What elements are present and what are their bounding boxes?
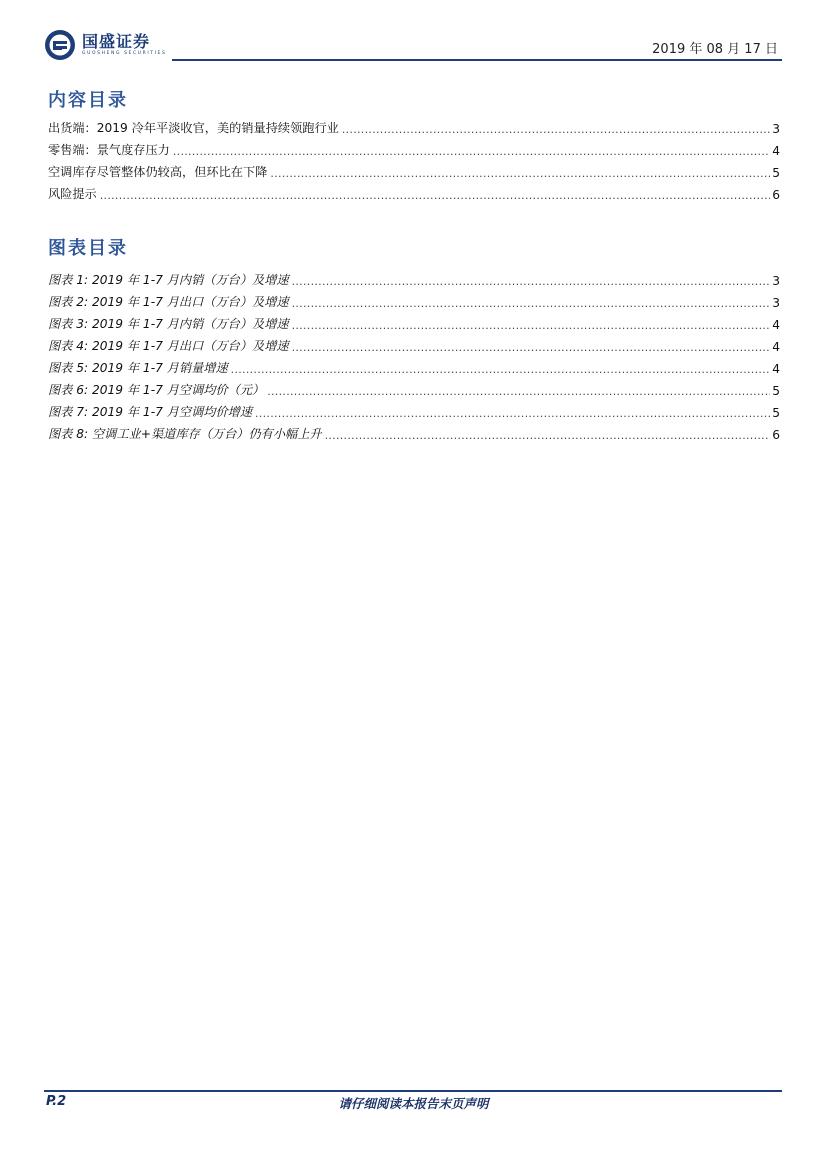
toc-leader <box>292 341 771 354</box>
figures-title: 图表目录 <box>48 238 128 259</box>
figure-item-text: 图表 3: 2019 年 1-7 月内销（万台）及增速 <box>48 317 289 331</box>
figure-item-page: 4 <box>772 362 780 376</box>
figure-item[interactable] <box>48 398 780 420</box>
toc-item-text: 零售端：景气度存压力 <box>48 143 170 157</box>
figure-item-text: 图表 6: 2019 年 1-7 月空调均价（元） <box>48 383 265 397</box>
figure-item-page: 5 <box>772 384 780 398</box>
figures-list <box>48 266 780 442</box>
toc-leader <box>292 275 771 288</box>
toc-item[interactable] <box>48 158 780 180</box>
toc-item-page: 5 <box>772 166 780 180</box>
figure-item-text: 图表 2: 2019 年 1-7 月出口（万台）及增速 <box>48 295 289 309</box>
footer-disclaimer: 请仔细阅读本报告末页声明 <box>338 1096 489 1111</box>
toc-item[interactable] <box>48 180 780 202</box>
figure-item[interactable] <box>48 376 780 398</box>
figure-item-text: 图表 1: 2019 年 1-7 月内销（万台）及增速 <box>48 273 289 287</box>
header-divider <box>172 59 782 61</box>
figure-item[interactable] <box>48 266 780 288</box>
toc-leader <box>231 363 771 376</box>
toc-leader <box>342 123 770 136</box>
figure-item-page: 4 <box>772 340 780 354</box>
toc-leader <box>100 189 770 202</box>
figure-item[interactable] <box>48 354 780 376</box>
figure-item-text: 图表 4: 2019 年 1-7 月出口（万台）及增速 <box>48 339 289 353</box>
figure-item-page: 5 <box>772 406 780 420</box>
toc-leader <box>292 319 771 332</box>
contents-list <box>48 114 780 202</box>
toc-item-text: 空调库存尽管整体仍较高，但环比在下降 <box>48 165 268 179</box>
brand-logo <box>44 28 166 62</box>
page-header <box>44 22 782 62</box>
toc-item-page: 4 <box>772 144 780 158</box>
figure-item[interactable] <box>48 332 780 354</box>
logo-english-name: GUOSHENG SECURITIES <box>82 51 167 56</box>
footer-divider <box>44 1090 782 1092</box>
toc-leader <box>292 297 771 310</box>
toc-leader <box>267 385 770 398</box>
toc-leader <box>270 167 770 180</box>
toc-leader <box>255 407 770 420</box>
toc-item-page: 3 <box>772 122 780 136</box>
page-number: P.2 <box>46 1094 67 1109</box>
toc-leader <box>325 429 771 442</box>
figure-item-page: 6 <box>772 428 780 442</box>
figure-item-page: 3 <box>772 296 780 310</box>
figure-item-text: 图表 5: 2019 年 1-7 月销量增速 <box>48 361 228 375</box>
report-date: 2019 年 08 月 17 日 <box>652 42 778 57</box>
toc-item-page: 6 <box>772 188 780 202</box>
toc-leader <box>173 145 770 158</box>
figure-item-text: 图表 7: 2019 年 1-7 月空调均价增速 <box>48 405 253 419</box>
figure-item[interactable] <box>48 288 780 310</box>
guosheng-logo-icon <box>44 29 76 61</box>
toc-item-text: 出货端：2019 冷年平淡收官，美的销量持续领跑行业 <box>48 121 339 135</box>
figure-item-page: 4 <box>772 318 780 332</box>
logo-chinese-name: 国盛证券 <box>82 32 151 51</box>
figure-item[interactable] <box>48 310 780 332</box>
figure-item-text: 图表 8: 空调工业+渠道库存（万台）仍有小幅上升 <box>48 427 322 441</box>
toc-item[interactable] <box>48 114 780 136</box>
toc-item[interactable] <box>48 136 780 158</box>
figure-item-page: 3 <box>772 274 780 288</box>
figure-item[interactable] <box>48 420 780 442</box>
toc-item-text: 风险提示 <box>48 187 97 201</box>
contents-title: 内容目录 <box>48 90 128 111</box>
